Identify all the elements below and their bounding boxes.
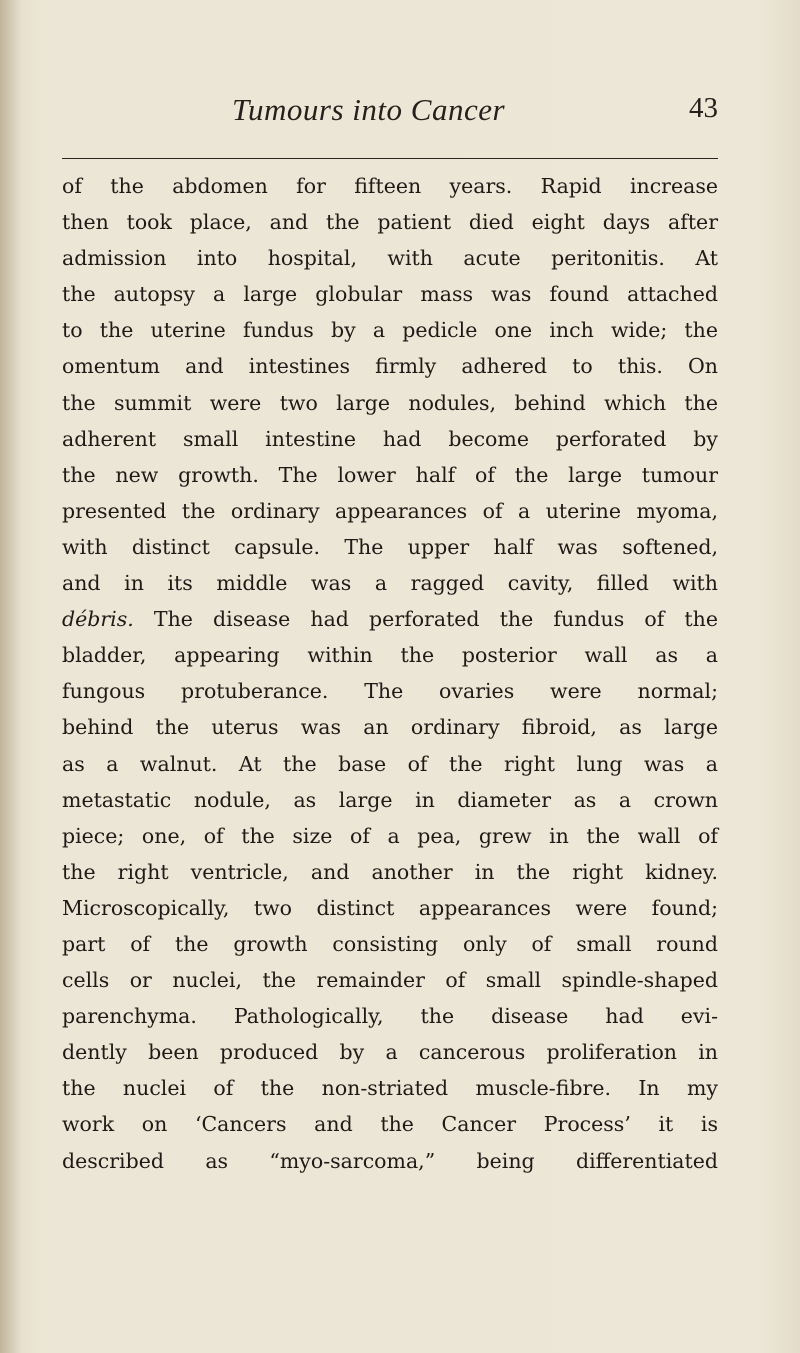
text-line: piece; one, of the size of a pea, grew in the wall of: [62, 823, 718, 848]
text-line: bladder, appearing within the posterior wall as a: [62, 643, 718, 668]
text-line: fungous protuberance. The ovaries were normal;: [62, 679, 718, 704]
text-line: with distinct capsule. The upper half was softened,: [62, 534, 718, 559]
text-line: presented the ordinary appearances of a uterine myoma,: [62, 498, 718, 523]
text-line: the new growth. The lower half of the large tumour: [62, 462, 718, 487]
text-line: to the uterine fundus by a pedicle one inch wide; the: [62, 318, 718, 343]
text-line: behind the uterus was an ordinary fibroid, as large: [62, 715, 718, 740]
text-line: cells or nuclei, the remainder of small spindle-shaped: [62, 968, 718, 993]
text-line: of the abdomen for fifteen years. Rapid increase: [62, 174, 718, 198]
text-line: and in its middle was a ragged cavity, filled with: [62, 571, 718, 596]
text-line: dently been produced by a cancerous proliferation in: [62, 1040, 718, 1065]
text-line: as a walnut. At the base of the right lung was a: [62, 751, 718, 776]
text-line: parenchyma. Pathologically, the disease had evi-: [62, 1004, 718, 1029]
text-line: part of the growth consisting only of small round: [62, 931, 718, 956]
running-title: Tumours into Cancer: [232, 92, 506, 127]
italic-word: débris.: [62, 607, 134, 632]
header-rule: [62, 158, 718, 159]
page-header: [62, 92, 718, 142]
gutter-shadow: [0, 0, 22, 1353]
text-line: the summit were two large nodules, behind which the: [62, 390, 718, 415]
text-line: adherent small intestine had become perforated by: [62, 426, 718, 451]
text-line: metastatic nodule, as large in diameter as a crown: [62, 787, 718, 812]
text-line: Microscopically, two distinct appearances were found;: [62, 895, 718, 920]
text-line: work on ‘Cancers and the Cancer Process’ it is: [62, 1112, 718, 1137]
text-line: débris. The disease had perforated the fundus of the: [62, 607, 718, 632]
text-line: the autopsy a large globular mass was found attached: [62, 282, 718, 307]
body-text: [62, 168, 752, 1179]
text-line: the nuclei of the non-striated muscle-fibre. In my: [62, 1076, 718, 1101]
text-line: the right ventricle, and another in the right kidney.: [62, 859, 718, 884]
text-line: omentum and intestines firmly adhered to this. On: [62, 354, 718, 379]
text-line: admission into hospital, with acute peritonitis. At: [62, 246, 718, 271]
page-number: 43: [689, 92, 718, 124]
text-line: then took place, and the patient died eight days after: [62, 210, 718, 235]
text-line: described as “myo-sarcoma,” being differentiated: [62, 1148, 718, 1173]
